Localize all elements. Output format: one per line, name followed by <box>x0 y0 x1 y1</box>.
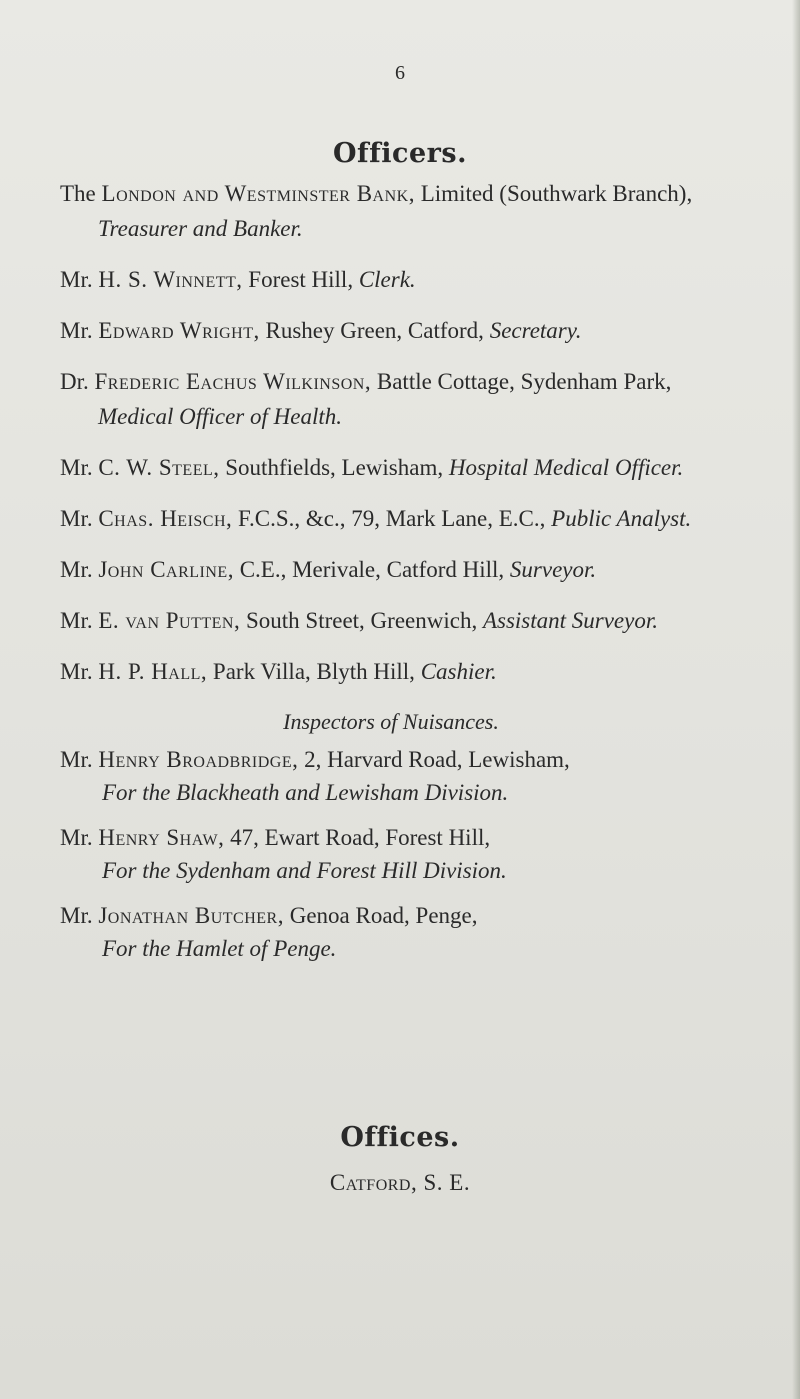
officer-entry-public-analyst <box>60 501 722 536</box>
inspectors-heading: Inspectors of Nuisances. <box>283 709 499 734</box>
inspector-entry-sydenham <box>60 821 722 887</box>
inspector-division: For the Hamlet of Penge. <box>102 936 337 961</box>
officer-detail: South Street, Greenwich, <box>240 608 483 633</box>
officer-title: Dr. <box>60 369 95 394</box>
officer-name: H. P. Hall, <box>98 659 208 684</box>
officer-detail: Park Villa, Blyth Hill, <box>207 659 421 684</box>
officer-detail: C.E., Merivale, Catford Hill, <box>233 557 510 582</box>
officer-role: Cashier. <box>420 659 497 684</box>
inspector-name: Jonathan Butcher, <box>98 903 284 928</box>
officers-list <box>60 176 722 977</box>
officer-entry-hospital-medical-officer <box>60 450 722 485</box>
officer-role: Treasurer and Banker. <box>98 216 303 241</box>
officer-detail: Limited (Southwark Branch), <box>414 181 693 206</box>
officer-name: C. W. Steel, <box>98 455 220 480</box>
officers-heading: Officers. <box>333 138 467 169</box>
officer-title: Mr. <box>60 608 99 633</box>
officer-detail: Forest Hill, <box>242 267 359 292</box>
officer-title: Mr. <box>60 557 99 582</box>
inspector-entry-blackheath <box>60 743 722 809</box>
officer-role: Assistant Surveyor. <box>482 608 659 633</box>
inspector-division: For the Blackheath and Lewisham Division. <box>102 780 509 805</box>
inspector-title: Mr. <box>60 825 99 850</box>
inspector-name: Henry Broadbridge, <box>98 747 299 772</box>
officer-name: Chas. Heisch, <box>98 506 233 531</box>
offices-address: Catford, S. E. <box>329 1170 471 1195</box>
officer-role: Clerk. <box>358 267 416 292</box>
officer-role: Secretary. <box>489 318 582 343</box>
inspector-detail: Genoa Road, Penge, <box>283 903 478 928</box>
inspector-entry-penge <box>60 899 722 965</box>
officer-entry-surveyor <box>60 552 722 587</box>
officer-name: London and Westminster Bank, <box>101 181 415 206</box>
inspector-name: Henry Shaw, <box>98 825 225 850</box>
officer-entry-treasurer <box>60 176 722 246</box>
inspector-title: Mr. <box>60 747 99 772</box>
officer-title: Mr. <box>60 318 99 343</box>
officer-detail: Southfields, Lewisham, <box>219 455 449 480</box>
inspector-title: Mr. <box>60 903 99 928</box>
officer-entry-cashier <box>60 654 722 689</box>
officer-title: Mr. <box>60 506 99 531</box>
page-number: 6 <box>395 62 405 84</box>
officer-title: Mr. <box>60 455 99 480</box>
officer-title: The <box>60 181 102 206</box>
inspector-detail: 47, Ewart Road, Forest Hill, <box>224 825 491 850</box>
officer-detail: F.C.S., &c., 79, Mark Lane, E.C., <box>232 506 552 531</box>
inspector-detail: 2, Harvard Road, Lewisham, <box>298 747 570 772</box>
officer-entry-medical-officer <box>60 364 722 434</box>
officer-name: H. S. Winnett, <box>98 267 243 292</box>
officer-role: Public Analyst. <box>551 506 692 531</box>
officer-role: Medical Officer of Health. <box>98 404 342 429</box>
officer-role: Surveyor. <box>509 557 597 582</box>
officer-entry-clerk <box>60 262 722 297</box>
officer-detail: Battle Cottage, Sydenham Park, <box>371 369 672 394</box>
officer-title: Mr. <box>60 267 99 292</box>
officer-detail: Rushey Green, Catford, <box>259 318 490 343</box>
offices-heading: Offices. <box>340 1122 460 1153</box>
inspector-division: For the Sydenham and Forest Hill Division. <box>102 858 507 883</box>
officer-entry-secretary <box>60 313 722 348</box>
officer-name: Frederic Eachus Wilkinson, <box>94 369 372 394</box>
officer-name: Edward Wright, <box>98 318 260 343</box>
officer-name: John Carline, <box>98 557 234 582</box>
officer-entry-assistant-surveyor <box>60 603 722 638</box>
officer-name: E. van Putten, <box>98 608 241 633</box>
officer-role: Hospital Medical Officer. <box>448 455 684 480</box>
officer-title: Mr. <box>60 659 99 684</box>
